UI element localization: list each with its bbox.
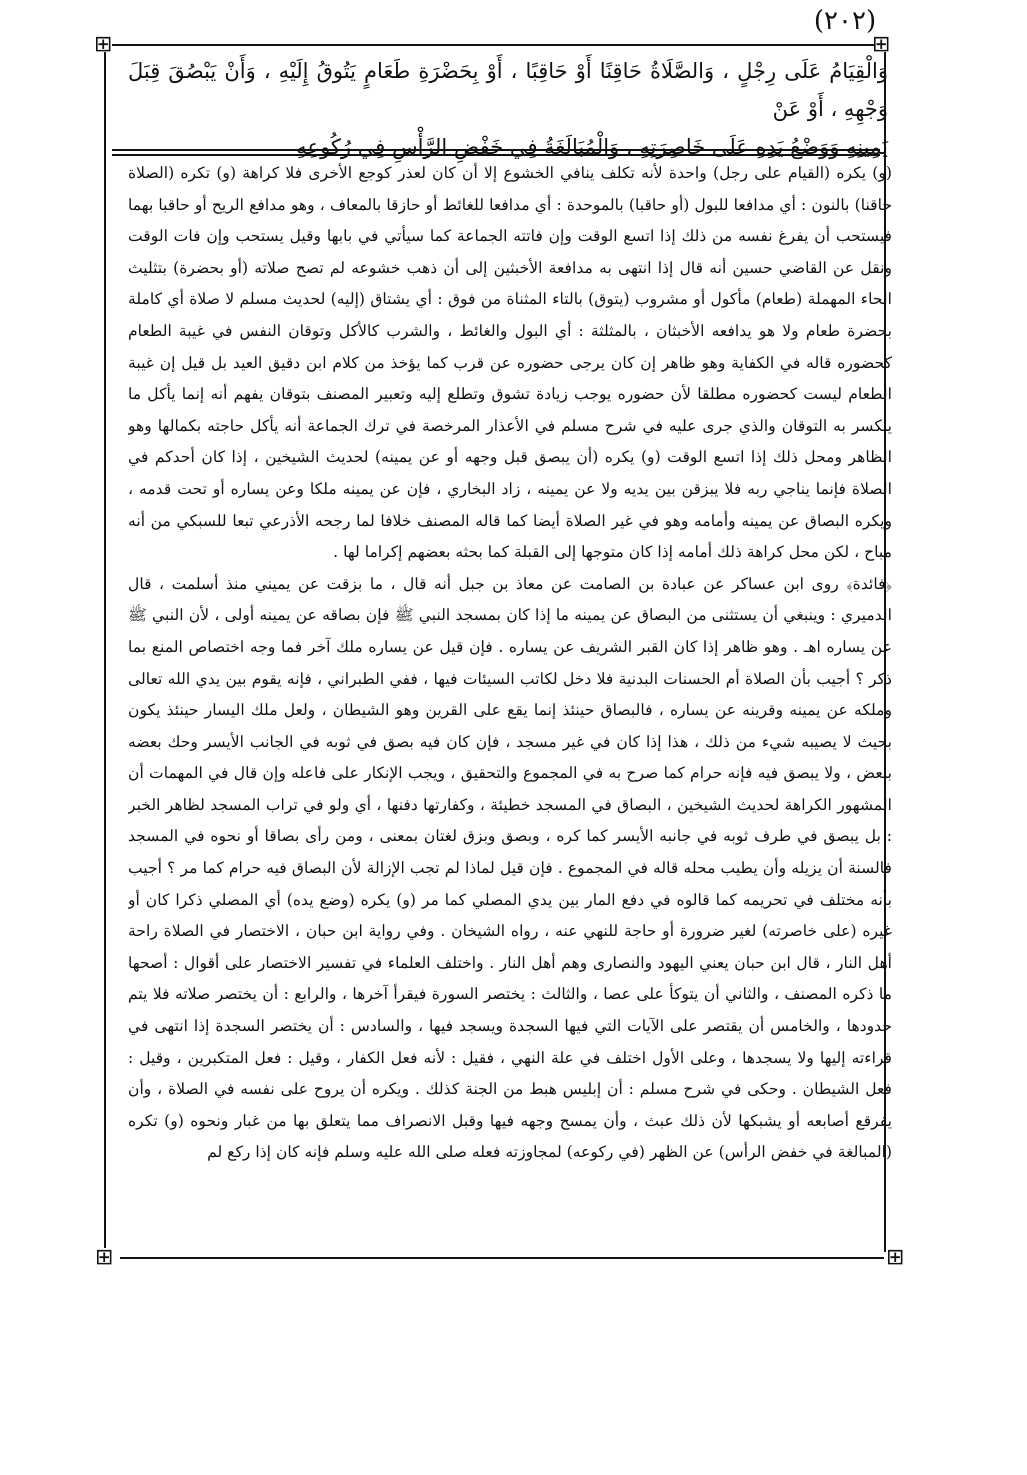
frame-left-line <box>104 52 106 1248</box>
page-number: (٢٠٢) <box>813 6 877 36</box>
sharh-paragraph: ﴿فائدة﴾ روى ابن عساكر عن عبادة بن الصامت عن معاذ بن جبل أنه قال ، ما بزقت عن يميني منذ أسلمت ، قال الدميري : وينبغي أن يستثنى من البصاق عن يمينه ما إذا كان بمسجد النبي ﷺ فإن بصاقه عن يمينه أولى ، لأن النبي ﷺ عن يساره اهـ . وهو ظاهر إذا كان القبر الشريف عن يساره . فإن قيل عن يساره ملك آخر فما وجه اختصاص المنع بما ذكر ؟ أجيب بأن الصلاة أم الحسنات البدنية فلا دخل لكاتب السيئات فيها ، ففي الطبراني ، فإنه يقوم بين يدي الله تعالى وملكه عن يمينه وقرينه عن يساره ، فالبصاق حينئذ إنما يقع على القرين وهو الشيطان ، ولعل ملك اليسار حينئذ يكون بحيث لا يصيبه شيء من ذلك ، هذا إذا كان في غير مسجد ، فإن كان فيه بصق في ثوبه في الجانب الأيسر وحك بعضه ببعض ، ولا يبصق فيه فإنه حرام كما صرح به في المجموع والتحقيق ، ويجب الإنكار على فاعله وإن قال في المهمات أن المشهور الكراهة لحديث الشيخين ، البصاق في المسجد خطيئة ، وكفارتها دفنها ، أي ولو في تراب المسجد لظاهر الخبر : بل يبصق في طرف ثوبه في جانبه الأيسر كما كره ، وبصق وبزق لغتان بمعنى ، ومن رأى بصاقا أو نحوه في المسجد فالسنة أن يزيله وأن يطيب محله قاله في المجموع . فإن قيل لماذا لم تجب الإزالة لأن البصاق فيه حرام كما مر ؟ أجيب بأنه مختلف في تحريمه كما قالوه في دفع المار بين يدي المصلي كما مر (و) يكره (وضع يده) أي المصلي ذكرا كان أو غيره (على خاصرته) لغير ضرورة أو حاجة للنهي عنه ، رواه الشيخان . وفي رواية ابن حبان ، الاختصار في الصلاة راحة أهل النار ، قال ابن حبان يعني اليهود والنصارى وهم أهل النار . واختلف العلماء في تفسير الاختصار على أقوال : أصحها ما ذكره المصنف ، والثاني أن يتوكأ على عصا ، والثالث : يختصر السورة فيقرأ آخرها ، والرابع : أن يختصر صلاته فلا يتم حدودها ، والخامس أن يقتصر على الآيات التي فيها السجدة ويسجد فيها ، والسادس : أن يختصر السجدة إذا انتهى في قراءته إليها ولا يسجدها ، وعلى الأول اختلف في علة النهي ، فقيل : لأنه فعل الكفار ، وقيل : فعل المتكبرين ، وقيل : فعل الشيطان . وحكى في شرح مسلم : أن إبليس هبط من الجنة كذلك . ويكره أن يروح على نفسه في الصلاة ، وأن يفرقع أصابعه أو يشبكها لأن ذلك عبث ، وأن يمسح وجهه فيها وقبل الانصراف مما يتعلق بها من غبار ونحوه (و) تكره (المبالغة في خفض الرأس) عن الظهر (في ركوعه) لمجاوزته فعله صلى الله عليه وسلم فإنه كان إذا ركع لم <box>128 574 892 1162</box>
corner-ornament-bottom-right: ⊞ <box>886 1245 905 1270</box>
frame-top-line <box>112 44 874 46</box>
frame-bottom-line <box>120 1257 884 1259</box>
corner-ornament-bottom-left: ⊞ <box>95 1245 114 1270</box>
corner-ornament-top-left: ⊞ <box>94 32 113 57</box>
sharh-paragraph: (و) يكره (القيام على رجل) واحدة لأنه تكلف ينافي الخشوع إلا أن كان لعذر كوجع الأخرى فلا كراهة (و) تكره (الصلاة حاقنا) بالنون : أي مدافعا للبول (أو حاقبا) بالموحدة : أي مدافعا للغائط أو حازقا بالمعاف ، وهو مدافع الريح أو حاقبا بهما فيستحب أن يفرغ نفسه من ذلك إذا اتسع الوقت وإن فاتته الجماعة كما سيأتي في بابها وقيل يستحب وإن فات الوقت ونقل عن القاضي حسين أنه قال إذا انتهى به مدافعة الأخبثين إلى أن ذهب خشوعه لم تصح صلاته (أو بحضرة) بتثليث الحاء المهملة (طعام) مأكول أو مشروب (يتوق) بالتاء المثناة من فوق : أي يشتاق (إليه) لحديث مسلم لا صلاة أي كاملة بحضرة طعام ولا هو يدافعه الأخبثان ، بالمثلثة : أي البول والغائط ، والشرب كالأكل وتوقان النفس في غيبة الطعام كحضوره قاله في الكفاية وهو ظاهر إن كان يرجى حضوره عن قرب كما يؤخذ من كلام ابن دقيق العيد بل قيل إن غيبة الطعام ليست كحضوره مطلقا لأن حضوره يوجب زيادة تشوق وتطلع إليه وتعبير المصنف بتوقان يفهم أنه إنما يأكل ما ينكسر به التوقان والذي جرى عليه في شرح مسلم في الأعذار المرخصة في ترك الجماعة أنه يأكل حاجته بكمالها وهو الظاهر ومحل ذلك إذا اتسع الوقت (و) يكره (أن يبصق قبل وجهه أو عن يمينه) لحديث الشيخين ، إذا كان أحدكم في الصلاة فإنما يناجي ربه فلا يبزقن بين يديه ولا عن يمينه ، زاد البخاري ، فإن عن يمينه ملكا وعن يساره أو تحت قدمه ، ويكره البصاق عن يمينه وأمامه وهو في غير الصلاة أيضا كما قاله المصنف خلافا لما رجحه الأذرعي تبعا للسبكي من أنه مباح ، لكن محل كراهة ذلك أمامه إذا كان متوجها إلى القبلة كما بحثه بعضهم إكراما لها . <box>128 164 892 562</box>
corner-ornament-top-right: ⊞ <box>872 32 891 57</box>
sharh-text-block <box>128 158 892 1248</box>
matn-line: وَالْقِيَامُ عَلَى رِجْلٍ ، وَالصَّلَاةُ حَاقِنًا أَوْ حَاقِبًا ، أَوْ بِحَضْرَةِ طَعَامٍ يَتُوقُ إِلَيْهِ ، وَأَنْ يَبْصُقَ قِبَلَ وَجْهِهِ ، أَوْ عَنْ <box>128 59 888 121</box>
matn-text-block <box>128 52 888 166</box>
matn-line: يَمِينِهِ وَوَضْعُ يَدِهِ عَلَى خَاصِرَتِهِ ، وَالْمُبَالَغَةُ فِي خَفْضِ الرَّأْسِ فِي رُكُوعِهِ <box>296 135 888 159</box>
